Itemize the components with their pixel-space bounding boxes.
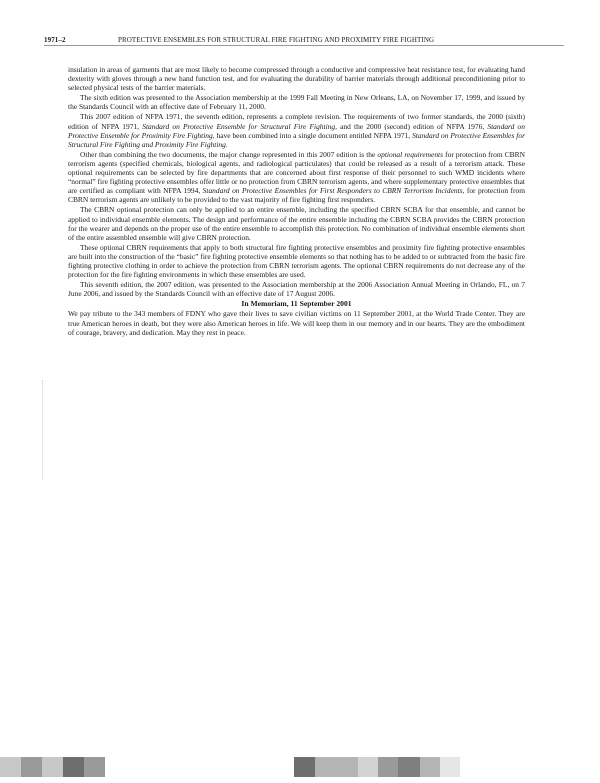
color-swatch [21, 757, 42, 777]
memoriam-heading: In Memoriam, 11 September 2001 [241, 299, 352, 309]
color-swatch [378, 757, 398, 777]
header-rule [44, 45, 564, 46]
p3-title-1971: Standard on Protective Ensemble for Structural Fire Fighting, [142, 121, 337, 131]
p3-title-1976: Standard on Protective Ensemble for Proximity Fire Fighting, [68, 121, 525, 140]
paragraph-1: insulation in areas of garments that are most likely to become compressed through a conductive and compressive heat resistance test, for evaluating hand dexterity with gloves through a new hand function test, and for evaluating the durability of barrier materials through additional preconditioning prior to selected physical tests of the barrier materials. [68, 65, 525, 93]
color-swatch [84, 757, 105, 777]
paragraph-3 [68, 112, 525, 148]
p3-text: have been combined into a single document entitled NFPA 1971, [214, 130, 413, 140]
p4-text: for protection from CBRN terrorism agents are unlikely to be provided to the vast majority of fire fighting first responders. [68, 186, 525, 205]
page-number: 1971–2 [44, 36, 66, 44]
paragraph-6: These optional CBRN requirements that apply to both structural fire fighting protective ensembles and proximity fire fighting protective ensembles are built into the construction of the “basic” fire fighting protective ensemble elements so that nothing has to be added to or subtracted from the basic fire fighting protective clothing in order to achieve the protection from CBRN terrorism agents. The optional CBRN requirements do not decrease any of the protection for the fire fighting environments in which these ensembles are used. [68, 242, 525, 280]
document-body [68, 65, 525, 337]
paragraph-memoriam: We pay tribute to the 343 members of FDNY who gave their lives to save civilian victims on 11 September 2001, at the World Trade Center. They are true American heroes in death, but they were also American heroes in life. We will keep them in our memory and in our hearts. They are the embodiment of courage, bravery, and dedication. May they rest in peace. [68, 309, 525, 337]
paragraph-2: The sixth edition was presented to the Association membership at the 1999 Fall Meeting in New Orleans, LA, on November 17, 1999, and issued by the Standards Council with an effective date of February 11, 2000. [68, 93, 525, 112]
color-swatch [398, 757, 420, 777]
color-swatch [105, 757, 294, 777]
p4-optional-requirements: optional requirements [377, 149, 444, 159]
p3-text: and the 2000 (second) edition of NFPA 1976, [336, 121, 488, 131]
color-swatch [420, 757, 440, 777]
p4-text: for protection from CBRN terrorism agents (specified chemicals, biological agents, and radiological particulates) that could be released as a result of a terrorism attack. These optional requirements can be selected by fire departments that are concerned about first response of their personnel to such WMD incidents where “normal” fire fighting protective ensembles offer little or no protection from CBRN terrorism agents, and where supplementary protective ensembles that are certified as compliant with NFPA 1994, [68, 149, 525, 196]
margin-scan-marks [42, 380, 49, 480]
color-swatch [358, 757, 378, 777]
scan-color-bar [0, 757, 600, 777]
paragraph-7: This seventh edition, the 2007 edition, was presented to the Association membership at the 2006 Association Annual Meeting in Orlando, FL, on 7 June 2006, and issued by the Standards Council with an effective date of 17 August 2006. [68, 280, 525, 299]
p3-text: This 2007 edition of NFPA 1971, the seventh edition, represents a complete revision. The requirements of two former standards, the 2000 (sixth) edition of NFPA 1971, [68, 112, 525, 131]
paragraph-5: The CBRN optional protection can only be applied to an entire ensemble, including the specified CBRN SCBA for that ensemble, and cannot be applied to individual ensemble elements. The design and performance of the entire ensemble including the CBRN SCBA provides the CBRN protection for the wearer and depends on the proper use of the entire ensemble to accomplish this protection. No combination of individual ensemble elements short of the entire assembled ensemble will give CBRN protection. [68, 205, 525, 242]
paragraph-4 [68, 150, 525, 205]
color-swatch [440, 757, 460, 777]
p4-title-1994: Standard on Protective Ensembles for First Responders to CBRN Terrorism Incidents, [202, 186, 465, 196]
p4-text: Other than combining the two documents, the major change represented in this 2007 edition is the [80, 149, 378, 159]
color-swatch [315, 757, 358, 777]
color-swatch [63, 757, 84, 777]
color-swatch [294, 757, 315, 777]
p3-title-combined: Standard on Protective Ensembles for Structural Fire Fighting and Proximity Fire Fighting. [68, 130, 525, 149]
running-title: PROTECTIVE ENSEMBLES FOR STRUCTURAL FIRE FIGHTING AND PROXIMITY FIRE FIGHTING [118, 36, 435, 44]
color-swatch [42, 757, 63, 777]
color-swatch [0, 757, 21, 777]
